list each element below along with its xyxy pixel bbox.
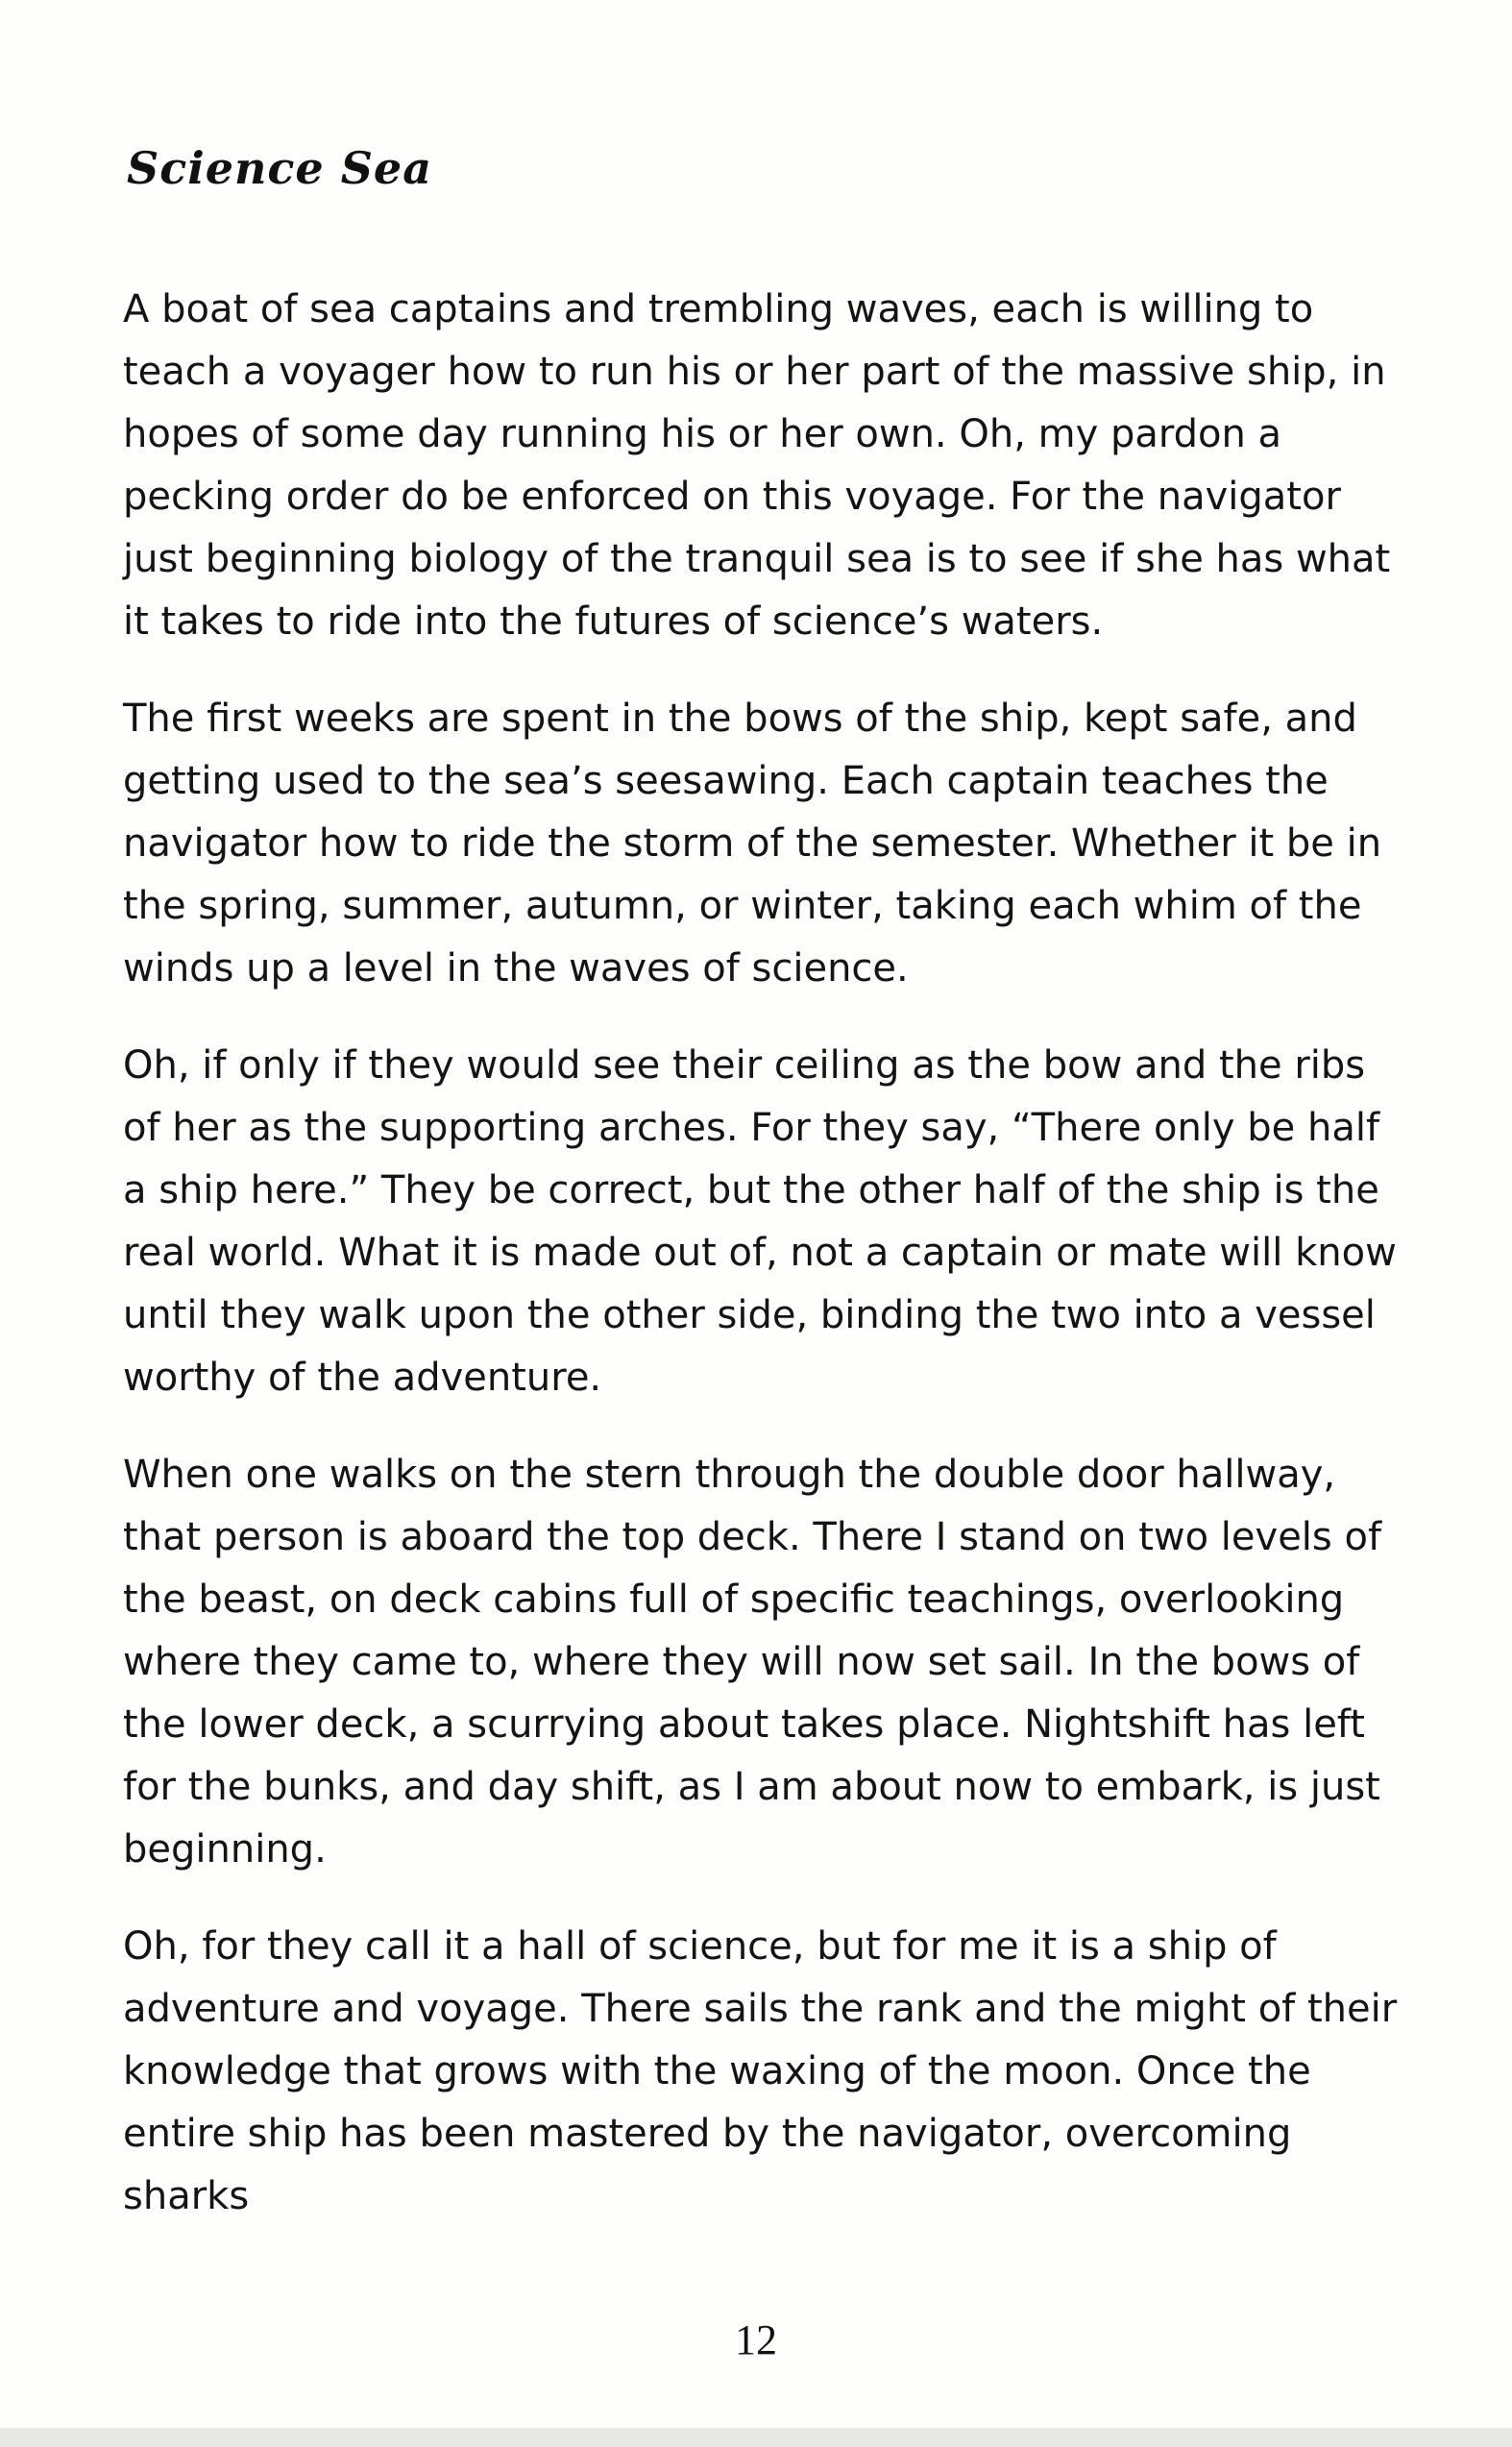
page-title: Science Sea — [127, 142, 432, 194]
paragraph: The first weeks are spent in the bows of the ship, kept safe, and getting used to the sea’s seesawing. Each captain teaches the navigator how to ride the storm of the semester. Whether it be in the spring, summer, autumn, or winter, taking each whim of the winds up a level in the waves of science. — [123, 697, 1382, 991]
paragraph: Oh, for they call it a hall of science, but for me it is a ship of adventure and voyage. There sails the rank and the might of their knowledge that grows with the waxing of the moon. Once the entire ship has been mastered by the navigator, overcoming sharks — [123, 1924, 1398, 2218]
page-number: 12 — [735, 2316, 777, 2363]
paragraph: Oh, if only if they would see their ceiling as the bow and the ribs of her as the supporting arches. For they say, “There only be half a ship here.” They be correct, but the other half of the ship is the real world. What it is made out of, not a captain or mate will know until they walk upon the other side, binding the two into a vessel worthy of the adventure. — [123, 1043, 1397, 1400]
paragraph: When one walks on the stern through the double door hallway, that person is aboard the top deck. There I stand on two levels of the beast, on deck cabins full of specific teachings, overlooking where they came to, where they will now set sail. In the bows of the lower deck, a scurrying about takes place. Nightshift has left for the bunks, and day shift, as I am about now to embark, is just beginning. — [123, 1453, 1382, 1872]
paragraph: A boat of sea captains and trembling waves, each is willing to teach a voyager how to run his or her part of the massive ship, in hopes of some day running his or her own. Oh, my pardon a pecking order do be enforced on this voyage. For the navigator just beginning biology of the tranquil sea is to see if she has what it takes to ride into the futures of science’s waters. — [123, 287, 1391, 644]
body-text — [123, 279, 1401, 2263]
scan-edge — [0, 2428, 1512, 2447]
